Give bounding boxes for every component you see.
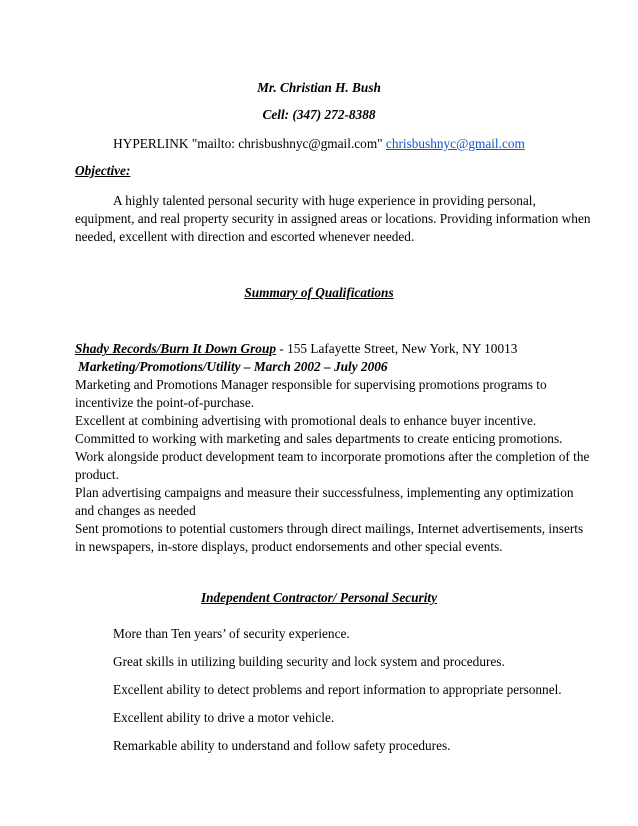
job1-line: Excellent at combining advertising with promotional deals to enhance buyer incentive. [75, 413, 537, 428]
job1-line: Plan advertising campaigns and measure their successfulness, implementing any optimization [75, 485, 574, 500]
contact-line [0, 135, 638, 153]
job1-header [75, 340, 517, 358]
job1-company: Shady Records/Burn It Down Group [75, 341, 276, 356]
job2-item: Great skills in utilizing building security and lock system and procedures. [113, 654, 505, 669]
cell-phone: Cell: (347) 272-8388 [262, 107, 376, 122]
summary-heading: Summary of Qualifications [244, 285, 394, 300]
job2-heading: Independent Contractor/ Personal Security [200, 590, 438, 605]
hyperlink-field-code: HYPERLINK "mailto: chrisbushnyc@gmail.com" [113, 136, 383, 151]
job2-item: More than Ten years’ of security experience. [113, 626, 350, 641]
job2-item: Excellent ability to drive a motor vehicle. [113, 710, 335, 725]
email-link[interactable]: chrisbushnyc@gmail.com [385, 136, 525, 151]
candidate-name: Mr. Christian H. Bush [257, 80, 381, 95]
job1-line: incentivize the point-of-purchase. [75, 395, 255, 410]
objective-line: A highly talented personal security with huge experience in providing personal, [113, 193, 536, 208]
job1-line: Marketing and Promotions Manager responsible for supervising promotions programs to [75, 377, 547, 392]
objective-heading: Objective: [75, 163, 131, 178]
objective-line: equipment, and real property security in assigned areas or locations. Providing information when [75, 211, 591, 226]
job1-line: Sent promotions to potential customers through direct mailings, Internet advertisements, inserts [75, 521, 584, 536]
job1-title-dates: Marketing/Promotions/Utility – March 2002 – July 2006 [78, 359, 388, 374]
job1-line: Work alongside product development team to incorporate promotions after the completion of the [75, 449, 590, 464]
job1-line: product. [75, 467, 119, 482]
job2-item: Remarkable ability to understand and follow safety procedures. [113, 738, 451, 753]
job1-line: and changes as needed [75, 503, 196, 518]
job1-address: - 155 Lafayette Street, New York, NY 10013 [276, 341, 518, 356]
job1-line: Committed to working with marketing and sales departments to create enticing promotions. [75, 431, 563, 446]
job2-item: Excellent ability to detect problems and report information to appropriate personnel. [113, 682, 562, 697]
job1-line: in newspapers, in-store displays, product endorsements and other special events. [75, 539, 503, 554]
objective-line: needed, excellent with direction and escorted whenever needed. [75, 229, 415, 244]
